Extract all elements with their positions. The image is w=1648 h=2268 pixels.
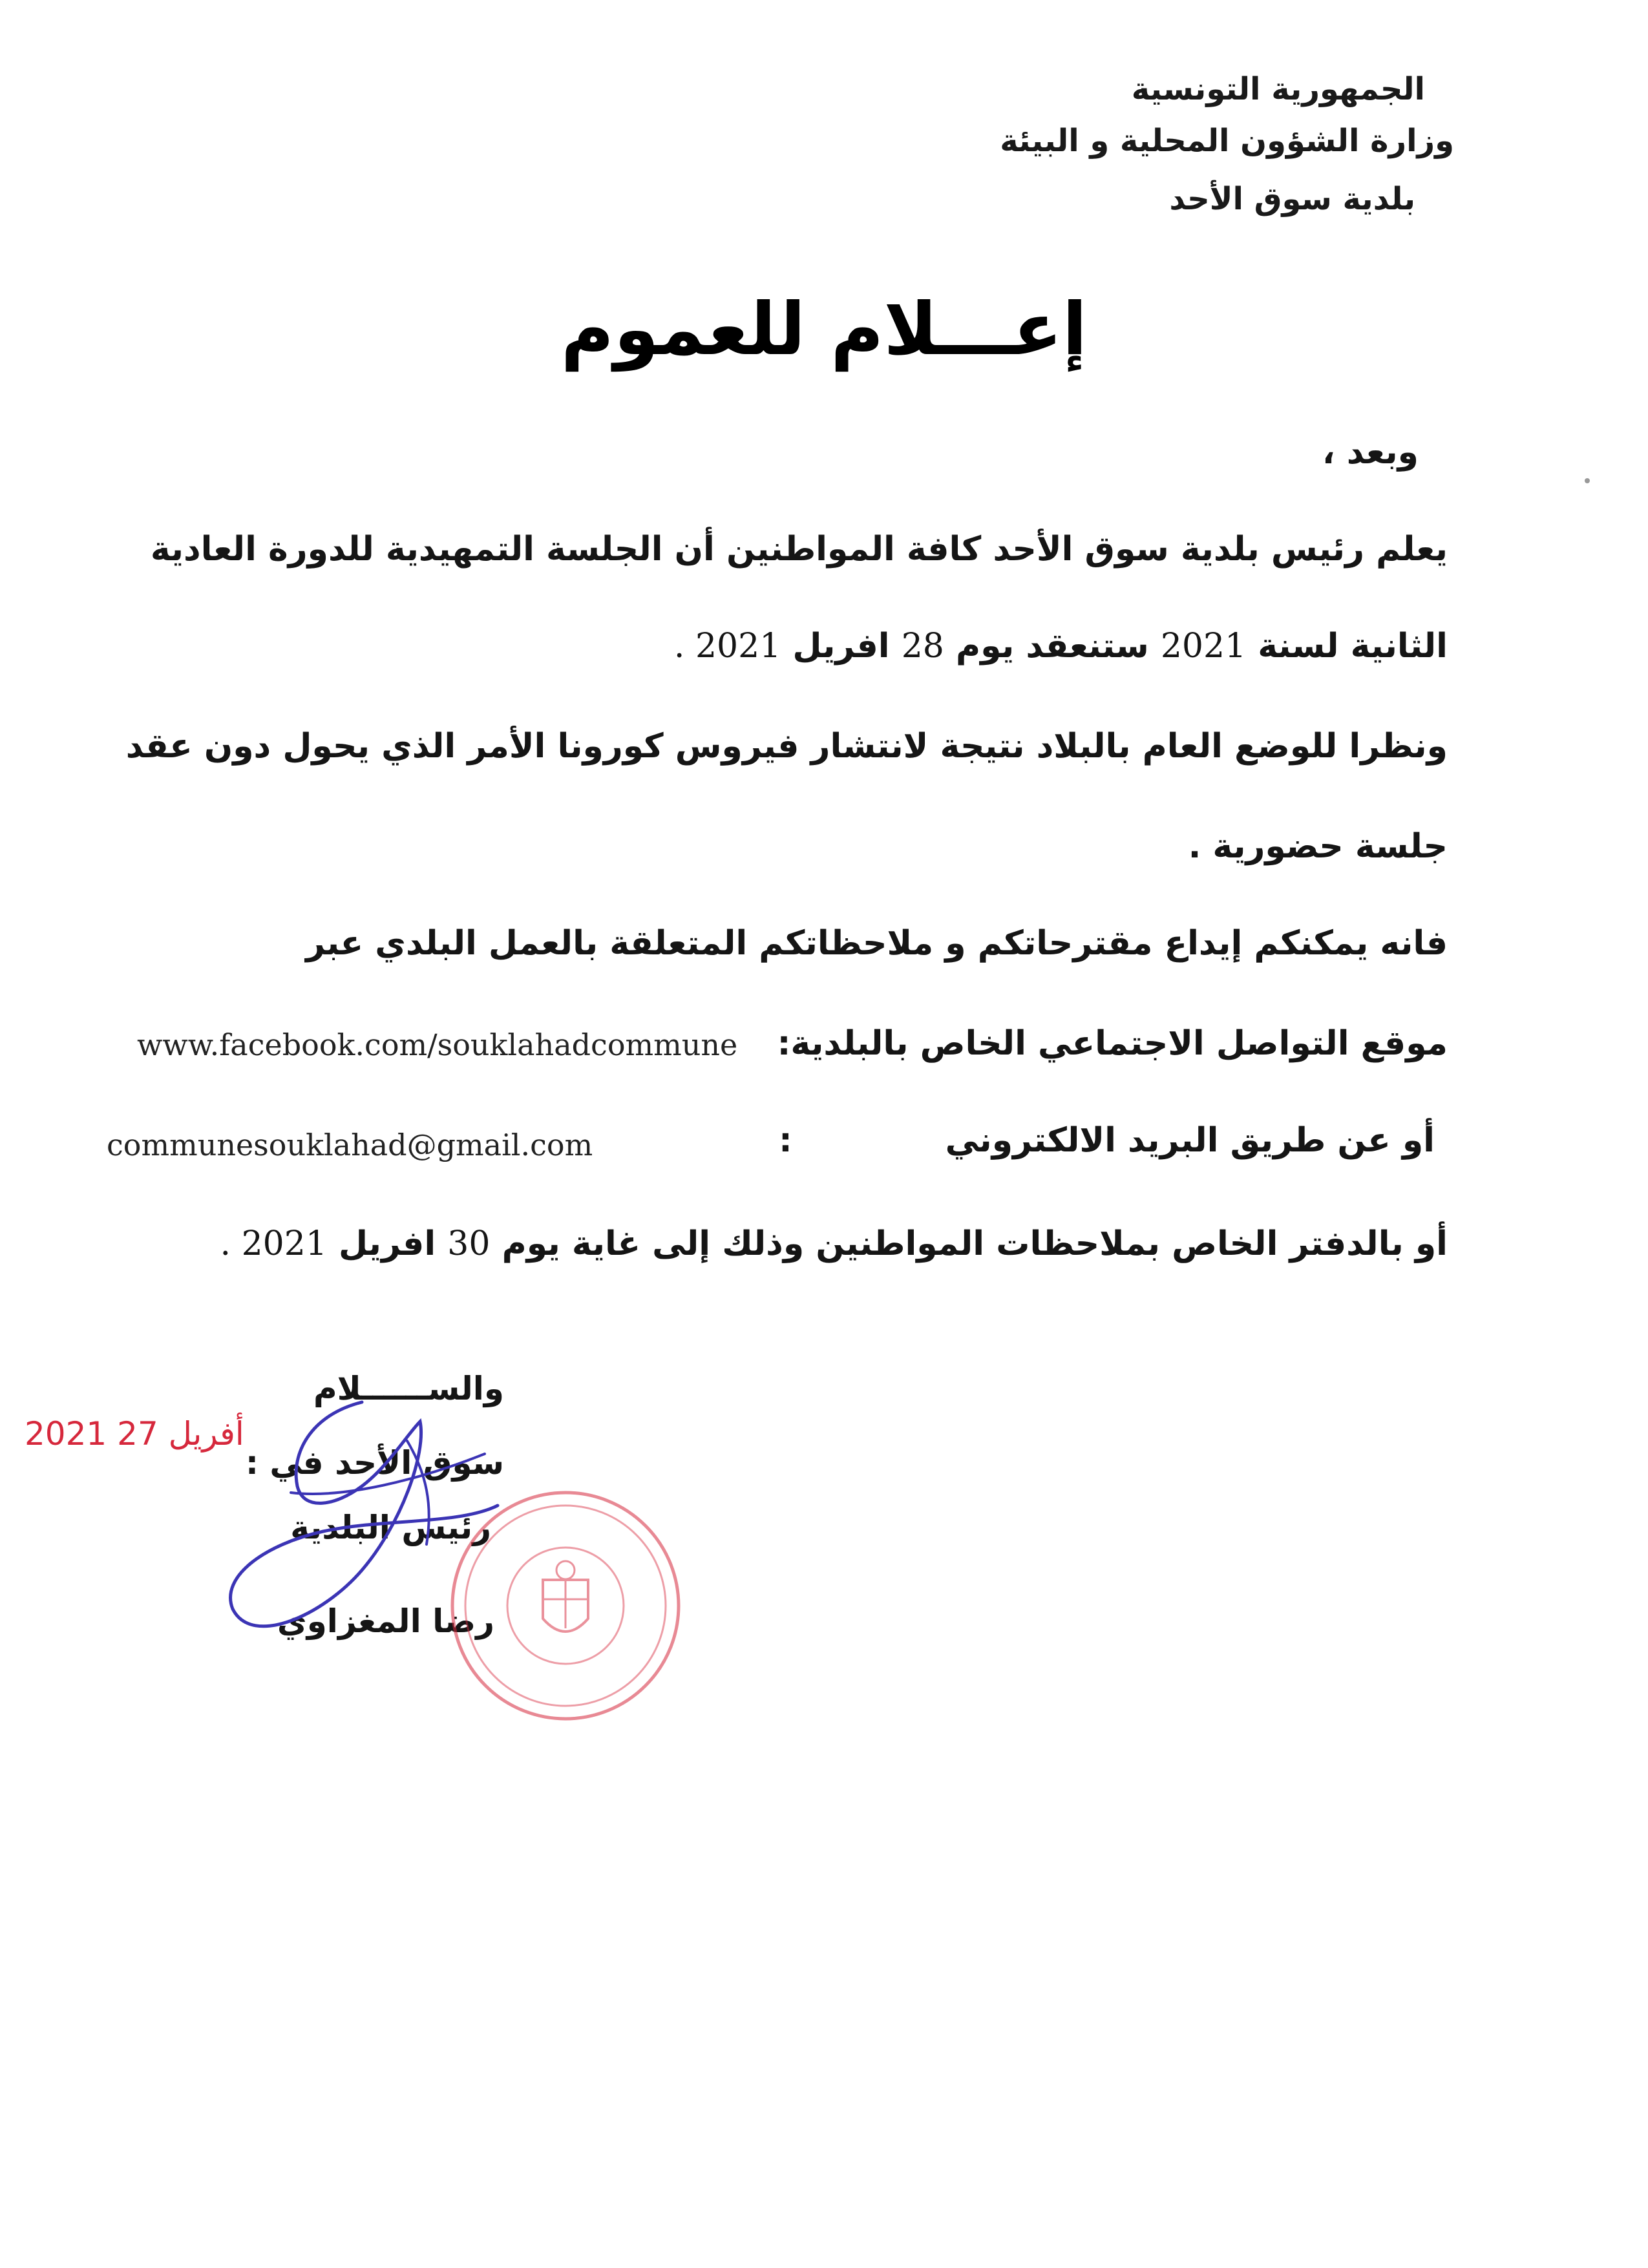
header-ministry: وزارة الشؤون المحلية و البيئة	[1000, 123, 1454, 159]
document-title: إعـــلام للعموم	[560, 288, 1088, 372]
mayor-name: رضا المغزاوي	[277, 1602, 494, 1640]
paragraph-3-line-1: فانه يمكنكم إيداع مقترحاتكم و ملاحظاتكم المتعلقة بالعمل البلدي عبر	[306, 924, 1448, 963]
p5-text-b: افريل	[339, 1224, 436, 1263]
p5-year: 2021 .	[220, 1224, 327, 1263]
date-stamp: 2021 أفريل 27	[25, 1415, 244, 1453]
paragraph-1-line-2	[674, 627, 1448, 666]
header-republic: الجمهورية التونسية	[1131, 71, 1425, 107]
p1-year-2: 2021 .	[673, 627, 781, 666]
p5-text-a: أو بالدفتر الخاص بملاحظات المواطنين وذلك إلى غاية يوم	[502, 1224, 1448, 1263]
paragraph-2-line-1: ونظرا للوضع العام بالبلاد نتيجة لانتشار فيروس كورونا الأمر الذي يحول دون عقد	[125, 727, 1448, 766]
p1-year: 2021	[1160, 627, 1247, 666]
p5-day: 30	[447, 1224, 491, 1263]
municipal-seal	[446, 1486, 685, 1725]
place-date-label: سوق الأحد في :	[245, 1444, 504, 1482]
coat-of-arms-icon	[543, 1561, 588, 1632]
paragraph-1-line-1: يعلم رئيس بلدية سوق الأحد كافة المواطنين أن الجلسة التمهيدية للدورة العادية	[150, 530, 1448, 569]
mayor-title: رئيس البلدية	[290, 1509, 491, 1546]
email-link[interactable]: communesouklahad@gmail.com	[107, 1128, 593, 1162]
p1-text-b: ستنعقد يوم	[955, 627, 1149, 666]
email-colon: :	[779, 1121, 792, 1160]
paragraph-3-line-2: موقع التواصل الاجتماعي الخاص بالبلدية:	[777, 1024, 1448, 1063]
salutation: وبعد ،	[1322, 433, 1419, 472]
email-label: أو عن طريق البريد الالكتروني	[945, 1121, 1435, 1160]
scan-speck	[1585, 478, 1590, 483]
paragraph-2-line-2: جلسة حضورية .	[1188, 827, 1448, 866]
p1-text-a: الثانية لسنة	[1258, 627, 1448, 666]
paragraph-5	[220, 1224, 1448, 1263]
facebook-link[interactable]: www.facebook.com/souklahadcommune	[137, 1027, 738, 1062]
header-municipality: بلدية سوق الأحد	[1169, 181, 1415, 217]
p1-text-c: افريل	[792, 627, 890, 666]
p1-day: 28	[901, 627, 944, 666]
closing: والســــــلام	[313, 1370, 504, 1407]
